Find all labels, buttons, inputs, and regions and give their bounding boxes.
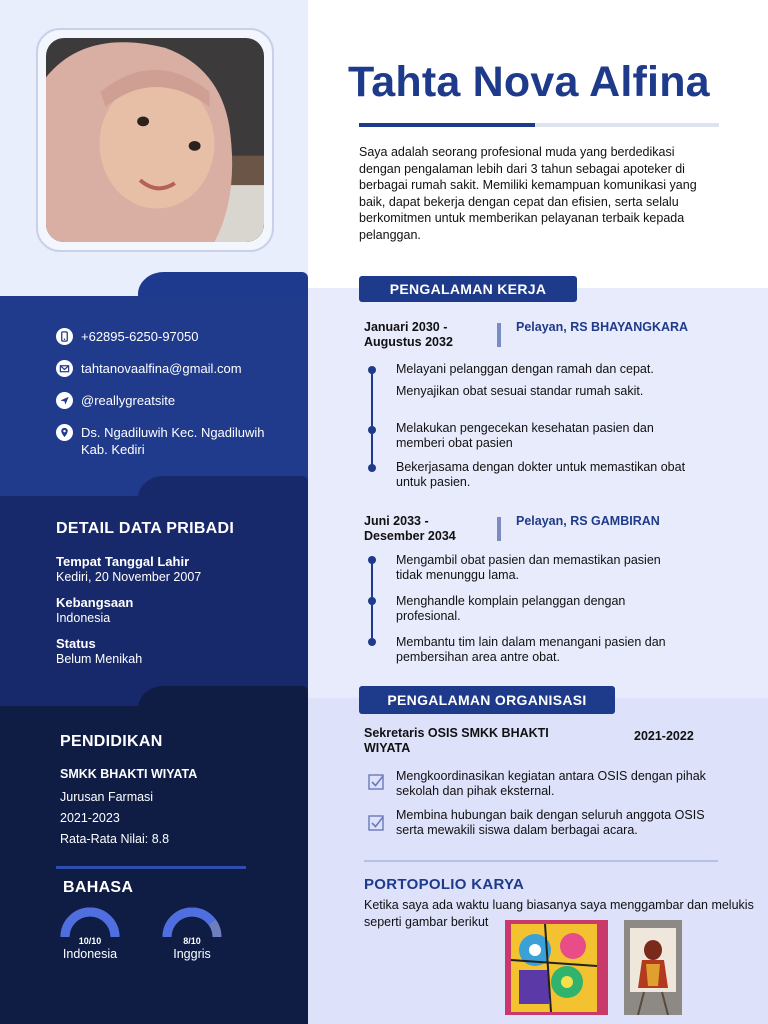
detail-nationality bbox=[56, 595, 296, 626]
personal-details-heading: DETAIL DATA PRIBADI bbox=[56, 520, 235, 537]
job-2-date bbox=[364, 514, 456, 544]
job-separator bbox=[497, 517, 501, 541]
language-english bbox=[152, 906, 232, 961]
education-heading: PENDIDIKAN bbox=[60, 733, 163, 750]
portfolio-artwork-1 bbox=[505, 920, 608, 1015]
organization-role: Sekretaris OSIS SMKK BHAKTI WIYATA bbox=[364, 726, 549, 755]
location-pin-icon bbox=[56, 424, 73, 441]
education-years: 2021-2023 bbox=[60, 811, 120, 825]
profile-summary: Saya adalah seorang profesional muda yang berdedikasi dengan pengalaman lebih dari 3 tahun sebagai apoteker di berbagai rumah sakit. Memiliki kemampuan komunikasi yang baik, dapat bekerja dengan cepat dan efisien, serta selalu berkomitmen untuk memberikan pelayanan terbaik kepada pelanggan. bbox=[359, 145, 697, 242]
detail-birth bbox=[56, 554, 296, 585]
timeline-dot bbox=[368, 464, 376, 472]
job-date-start: Juni 2033 - bbox=[364, 514, 429, 528]
organization-item-1: Mengkoordinasikan kegiatan antara OSIS dengan pihak sekolah dan pihak eksternal. bbox=[396, 769, 706, 798]
checkbox-checked-icon bbox=[368, 814, 385, 831]
contact-website-text: @reallygreatsite bbox=[81, 393, 176, 408]
language-name: Inggris bbox=[173, 947, 211, 961]
main-content bbox=[308, 0, 768, 1024]
job-2-duty-2: Menghandle komplain pelanggan dengan profesional. bbox=[396, 594, 626, 623]
detail-value: Belum Menikah bbox=[56, 652, 143, 666]
job-1-duty-1: Melayani pelanggan dengan ramah dan cepat. bbox=[396, 362, 654, 376]
timeline-dot bbox=[368, 366, 376, 374]
contact-phone bbox=[56, 328, 296, 345]
profile-photo bbox=[46, 38, 264, 242]
language-name: Indonesia bbox=[62, 947, 118, 961]
job-2-duty-1: Mengambil obat pasien dan memastikan pasien tidak menunggu lama. bbox=[396, 553, 661, 582]
personal-details-list bbox=[56, 554, 296, 677]
job-date-start: Januari 2030 - bbox=[364, 320, 448, 334]
name-underline-accent bbox=[359, 123, 535, 127]
timeline-dot bbox=[368, 638, 376, 646]
job-1-position: Pelayan, RS BHAYANGKARA bbox=[516, 320, 689, 334]
address-line-2: Kab. Kediri bbox=[81, 442, 145, 457]
education-band bbox=[0, 706, 308, 1024]
timeline-dot bbox=[368, 597, 376, 605]
contact-address-text bbox=[81, 424, 265, 458]
contact-address bbox=[56, 424, 296, 458]
education-divider bbox=[56, 866, 246, 869]
language-indonesia bbox=[50, 906, 130, 961]
education-grade: Rata-Rata Nilai: 8.8 bbox=[60, 832, 170, 846]
full-name: Tahta Nova Alfina bbox=[348, 58, 710, 106]
job-1-timeline bbox=[371, 370, 373, 470]
contact-website bbox=[56, 392, 296, 409]
detail-label: Kebangsaan bbox=[56, 595, 134, 610]
portfolio-description: Ketika saya ada waktu luang biasanya saya menggambar dan melukis seperti gambar berikut bbox=[364, 898, 754, 929]
job-1-duty-2: Menyajikan obat sesuai standar rumah sakit. bbox=[396, 384, 644, 398]
send-icon bbox=[56, 392, 73, 409]
email-icon bbox=[56, 360, 73, 377]
job-separator bbox=[497, 323, 501, 347]
education-school: SMKK BHAKTI WIYATA bbox=[60, 767, 198, 781]
detail-value: Kediri, 20 November 2007 bbox=[56, 570, 202, 584]
organization-years: 2021-2022 bbox=[634, 729, 694, 743]
language-gauge bbox=[162, 906, 222, 938]
job-1-date bbox=[364, 320, 453, 350]
organization-divider bbox=[364, 860, 718, 862]
language-score: 10/10 bbox=[78, 936, 102, 946]
contact-list bbox=[56, 328, 296, 473]
phone-icon bbox=[56, 328, 73, 345]
experience-heading: PENGALAMAN KERJA bbox=[359, 276, 577, 302]
contact-email-text: tahtanovaalfina@gmail.com bbox=[81, 361, 242, 376]
contact-phone-text: +62895-6250-97050 bbox=[81, 329, 199, 344]
organization-item-2: Membina hubungan baik dengan seluruh anggota OSIS serta mewakili siswa dalam berbagai acara. bbox=[396, 808, 705, 837]
profile-photo-frame bbox=[36, 28, 274, 252]
contact-tab-decoration bbox=[138, 272, 308, 298]
timeline-dot bbox=[368, 556, 376, 564]
address-line-1: Ds. Ngadiluwih Kec. Ngadiluwih bbox=[81, 425, 265, 440]
detail-value: Indonesia bbox=[56, 611, 111, 625]
language-score: 8/10 bbox=[183, 936, 201, 946]
portfolio-artwork-2 bbox=[624, 920, 682, 1015]
job-date-end: Desember 2034 bbox=[364, 529, 456, 543]
timeline-dot bbox=[368, 426, 376, 434]
job-2-position: Pelayan, RS GAMBIRAN bbox=[516, 514, 660, 528]
job-date-end: Augustus 2032 bbox=[364, 335, 453, 349]
checkbox-checked-icon bbox=[368, 773, 385, 790]
languages-heading: BAHASA bbox=[63, 879, 134, 896]
organization-heading: PENGALAMAN ORGANISASI bbox=[359, 686, 615, 714]
portfolio-heading: PORTOPOLIO KARYA bbox=[364, 876, 525, 893]
job-2-duty-3: Membantu tim lain dalam menangani pasien dan pembersihan area antre obat. bbox=[396, 635, 666, 664]
job-1-duty-3: Melakukan pengecekan kesehatan pasien dan memberi obat pasien bbox=[396, 421, 654, 450]
detail-label: Tempat Tanggal Lahir bbox=[56, 554, 190, 569]
language-gauge bbox=[60, 906, 120, 938]
education-major: Jurusan Farmasi bbox=[60, 790, 154, 804]
job-1-duty-4: Bekerjasama dengan dokter untuk memastikan obat untuk pasien. bbox=[396, 460, 686, 489]
contact-email bbox=[56, 360, 296, 377]
detail-label: Status bbox=[56, 636, 96, 651]
sidebar bbox=[0, 0, 308, 1024]
name-underline bbox=[359, 123, 719, 127]
detail-status bbox=[56, 636, 296, 667]
